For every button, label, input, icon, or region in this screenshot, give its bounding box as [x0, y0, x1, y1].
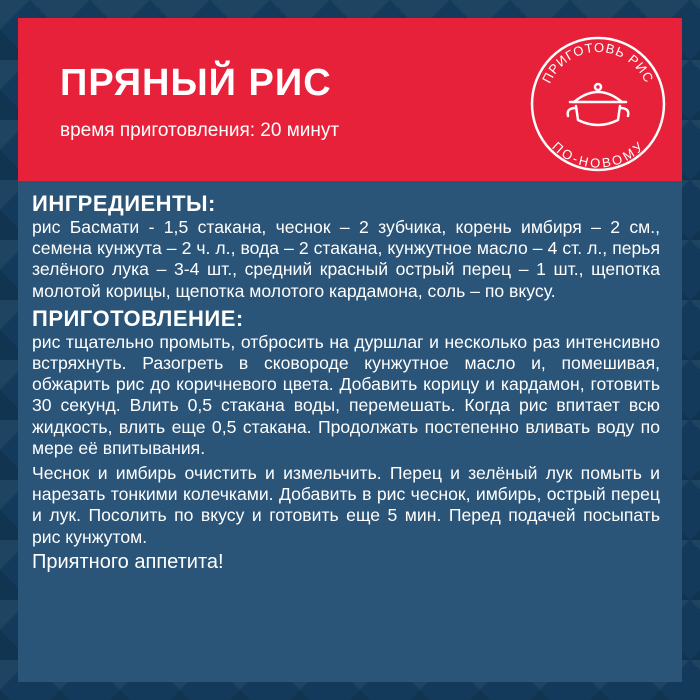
stamp-badge: [526, 32, 670, 176]
ingredients-heading: ИНГРЕДИЕНТЫ:: [32, 191, 216, 216]
closing-wish: Приятного аппетита!: [32, 550, 224, 573]
preparation-step-2: Чеснок и имбирь очистить и измельчить. Перец и зелёный лук помыть и нарезать тонкими колечками. Добавить в рис чеснок, имбирь, острый перец и лук. Посолить по вкусу и готовить еще 5 мин. Перед подачей посыпать рис кунжутом.: [32, 463, 660, 547]
preparation-heading: ПРИГОТОВЛЕНИЕ:: [32, 305, 244, 331]
preparation-step-1: рис тщательно промыть, отбросить на дуршлаг и несколько раз интенсивно встряхнуть. Разогреть в сковороде кунжутное масло и, помешивая, обжарить рис до коричневого цвета. Добавить корицу и кардамон, готовить 30 секунд. Влить 0,5 стакана воды, перемешать. Когда рис впитает всю жидкость, влить еще 0,5 стакана. Продолжать постепенно вливать воду по мере её впитывания.: [32, 331, 660, 458]
cooking-time: время приготовления: 20 минут: [60, 120, 340, 141]
stamp-bottom-text: ПО-НОВОМУ: [549, 138, 647, 171]
stamp-top-text: ПРИГОТОВЬ РИС: [539, 39, 657, 86]
cooking-pot-icon: [568, 84, 629, 125]
ingredients-list: рис Басмати - 1,5 стакана, чеснок – 2 зубчика, корень имбиря – 2 см., семена кунжута – 2 ч. л., вода – 2 стакана, кунжутное масло – 4 ст. л., перья зелёного лука – 3-4 шт., средний красный острый перец – 1 шт., щепотка молотой корицы, щепотка молотого кардамона, соль – по вкусу.: [32, 217, 660, 301]
recipe-title: ПРЯНЫЙ РИС: [60, 62, 332, 104]
recipe-header: [18, 18, 682, 178]
recipe-body: [18, 178, 682, 682]
